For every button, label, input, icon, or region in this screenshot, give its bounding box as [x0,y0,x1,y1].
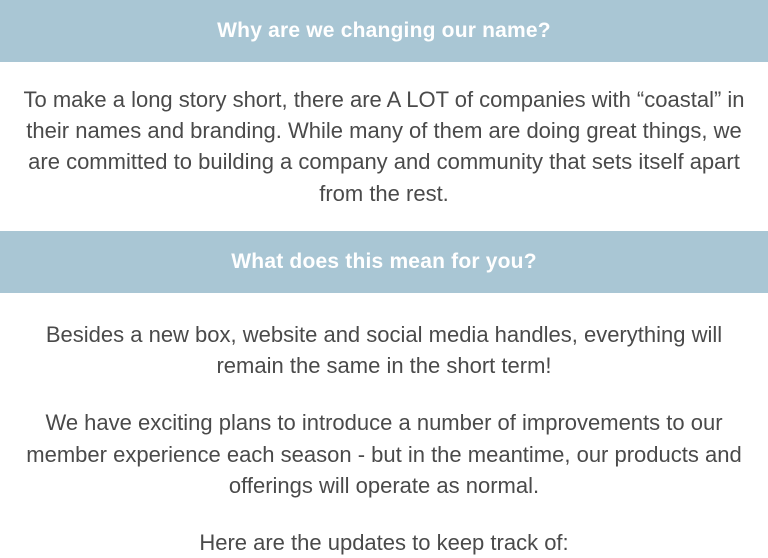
section-heading-text: What does this mean for you? [231,250,537,274]
paragraph: Here are the updates to keep track of: [199,530,569,556]
paragraph: To make a long story short, there are A LOT of companies with “coastal” in their names and branding. While many of them are doing great things, we are committed to building a company and community that sets itself apart from the rest. [23,87,745,206]
section-heading-banner-what-does-this-mean [0,231,768,293]
section-body-why-changing-name [0,62,768,231]
section-heading-banner-why-changing-name [0,0,768,62]
paragraph: Besides a new box, website and social media handles, everything will remain the same in the short term! [45,321,723,379]
paragraph: We have exciting plans to introduce a number of improvements to our member experience each season - but in the meantime, our products and offerings will operate as normal. [26,410,742,498]
section-heading-text: Why are we changing our name? [217,19,551,43]
section-body-what-does-this-mean [0,293,768,558]
